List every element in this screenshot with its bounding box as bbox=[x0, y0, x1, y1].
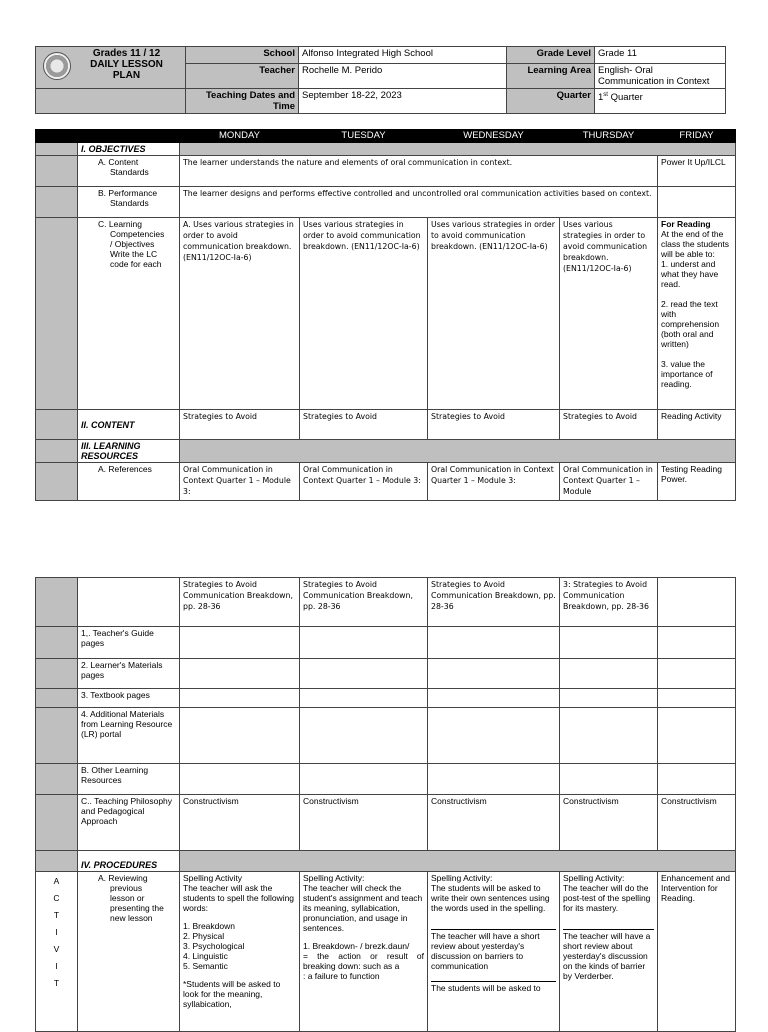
activities-letter: V bbox=[53, 944, 60, 954]
day-friday: FRIDAY bbox=[658, 130, 736, 143]
philosophy-monday: Constructivism bbox=[180, 795, 300, 851]
review-tuesday bbox=[300, 872, 428, 1032]
monday-word: 2. Physical bbox=[183, 931, 225, 941]
wednesday-activity-intro: The students will be asked to write their own sentences using the words used in the spelling. bbox=[431, 883, 550, 913]
content-heading: II. CONTENT bbox=[78, 410, 180, 440]
objectives-table bbox=[35, 129, 736, 501]
plan-title-line-1: Grades 11 / 12 bbox=[92, 48, 161, 59]
review-thursday bbox=[560, 872, 658, 1032]
title-block bbox=[36, 47, 186, 89]
ref-cont-monday: Strategies to Avoid Communication Breakdown, pp. 28-36 bbox=[180, 578, 300, 627]
quarter-text: Quarter bbox=[607, 92, 643, 104]
lc-label-1: Learning bbox=[108, 219, 142, 229]
teacher-value: Rochelle M. Perido bbox=[299, 64, 507, 89]
objectives-heading-fill bbox=[180, 143, 736, 156]
thursday-activity-title: Spelling Activity: bbox=[563, 873, 625, 883]
reviewing-line-4: presenting the bbox=[110, 903, 164, 913]
dates-label bbox=[186, 89, 299, 114]
teaching-philosophy-label: C.. Teaching Philosophy and Pedagogical Approach bbox=[78, 795, 180, 851]
activities-letter: T bbox=[53, 978, 60, 988]
lc-tuesday: Uses various strategies in order to avoid communication breakdown. (EN11/12OC-Ia-6) bbox=[300, 218, 428, 410]
lc-letter: C. bbox=[98, 219, 107, 229]
tuesday-definition-2: : a failure to function bbox=[303, 971, 380, 981]
content-thursday: Strategies to Avoid bbox=[560, 410, 658, 440]
monday-word: 1. Breakdown bbox=[183, 921, 235, 931]
content-friday: Reading Activity bbox=[658, 410, 736, 440]
content-monday: Strategies to Avoid bbox=[180, 410, 300, 440]
margin-cell bbox=[36, 156, 78, 187]
grade-level-value: Grade 11 bbox=[595, 47, 726, 64]
thursday-review: The teacher will have a short review about yesterday's discussion on the kinds of barrier by Verderber. bbox=[563, 929, 654, 981]
margin-cell bbox=[36, 143, 78, 156]
textbook-pages-label: 3. Textbook pages bbox=[78, 689, 180, 708]
margin-cell bbox=[36, 764, 78, 795]
lc-monday: A. Uses various strategies in order to avoid communication breakdown. (EN11/12OC-Ia-6) bbox=[180, 218, 300, 410]
day-header-row bbox=[36, 130, 736, 143]
margin-cell bbox=[36, 708, 78, 764]
content-standards-word-2: Standards bbox=[110, 167, 149, 177]
review-wednesday bbox=[428, 872, 560, 1032]
procedures-heading: IV. PROCEDURES bbox=[78, 851, 180, 872]
learning-area-line-2: Communication in Context bbox=[598, 76, 710, 87]
quarter-number: 1 bbox=[598, 92, 604, 104]
activities-letter: I bbox=[55, 927, 58, 937]
references-monday: Oral Communication in Context Quarter 1 – Module 3: bbox=[180, 463, 300, 501]
lc-friday-item-2: 2. read the text with comprehension (both oral and written) bbox=[661, 299, 720, 349]
lc-label-2: Competencies bbox=[110, 229, 165, 239]
activities-letter: A bbox=[53, 876, 60, 886]
tuesday-word: 1. Breakdown- / brezk.daun/ bbox=[303, 941, 410, 951]
lc-label-5: code for each bbox=[110, 259, 162, 269]
activities-letter: T bbox=[53, 910, 60, 920]
lc-wednesday: Uses various strategies in order to avoid communication breakdown. (EN11/12OC-Ia-6) bbox=[428, 218, 560, 410]
learning-area-value bbox=[595, 64, 726, 89]
dates-label-line-2: Time bbox=[272, 101, 295, 112]
performance-standards-letter: B. bbox=[98, 188, 107, 198]
margin-cell bbox=[36, 659, 78, 689]
margin-cell bbox=[36, 689, 78, 708]
lc-friday-item-1: 1. underst and what they have read. bbox=[661, 259, 719, 289]
reviewing-label bbox=[78, 872, 180, 1032]
content-tuesday: Strategies to Avoid bbox=[300, 410, 428, 440]
lc-friday-item-3: 3. value the importance of reading. bbox=[661, 359, 713, 389]
day-thursday: THURSDAY bbox=[560, 130, 658, 143]
lc-friday bbox=[658, 218, 736, 410]
reviewing-line-2: previous bbox=[110, 883, 143, 893]
margin-cell bbox=[36, 440, 78, 463]
activities-vertical-label bbox=[36, 872, 78, 1032]
day-tuesday: TUESDAY bbox=[300, 130, 428, 143]
plan-title-line-3: PLAN bbox=[112, 70, 141, 81]
margin-cell bbox=[36, 851, 78, 872]
ref-cont-thursday: 3: Strategies to Avoid Communication Breakdown, pp. 28-36 bbox=[560, 578, 658, 627]
wednesday-next: The students will be asked to bbox=[431, 981, 556, 993]
lc-thursday: Uses various strategies in order to avoid communication breakdown. (EN11/12OC-Ia-6) bbox=[560, 218, 658, 410]
references-wednesday: Oral Communication in Context Quarter 1 – Module 3: bbox=[428, 463, 560, 501]
monday-note: *Students will be asked to look for the meaning, syllabication, bbox=[183, 979, 281, 1009]
tuesday-definition: = the action or result of breaking down: such as a bbox=[303, 951, 424, 971]
lesson-plan-header bbox=[35, 46, 726, 114]
objectives-heading: I. OBJECTIVES bbox=[78, 143, 180, 156]
performance-standards-word-1: Performance bbox=[108, 188, 158, 198]
philosophy-wednesday: Constructivism bbox=[428, 795, 560, 851]
day-wednesday: WEDNESDAY bbox=[428, 130, 560, 143]
day-monday: MONDAY bbox=[180, 130, 300, 143]
school-value: Alfonso Integrated High School bbox=[299, 47, 507, 64]
margin-cell bbox=[36, 627, 78, 659]
margin-cell bbox=[36, 795, 78, 851]
lc-friday-intro: At the end of the class the students will be able to: bbox=[661, 229, 730, 259]
title-block-filler bbox=[36, 89, 186, 114]
content-wednesday: Strategies to Avoid bbox=[428, 410, 560, 440]
performance-standards-text: The learner designs and performs effective controlled and uncontrolled oral communication activities based on context. bbox=[180, 187, 658, 218]
review-monday bbox=[180, 872, 300, 1032]
performance-standards-word-2: Standards bbox=[110, 198, 149, 208]
performance-standards-label bbox=[78, 187, 180, 218]
quarter-value bbox=[595, 89, 726, 114]
margin-cell bbox=[36, 187, 78, 218]
lc-friday-title: For Reading bbox=[661, 219, 711, 229]
performance-standards-friday bbox=[658, 187, 736, 218]
lc-label-3: / Objectives bbox=[110, 239, 155, 249]
teachers-guide-label: 1,. Teacher's Guide pages bbox=[78, 627, 180, 659]
philosophy-friday: Constructivism bbox=[658, 795, 736, 851]
margin-cell bbox=[36, 578, 78, 627]
monday-activity-title: Spelling Activity bbox=[183, 873, 243, 883]
learning-competencies-label bbox=[78, 218, 180, 410]
dates-value: September 18-22, 2023 bbox=[299, 89, 507, 114]
ref-cont-friday bbox=[658, 578, 736, 627]
activities-letter: I bbox=[55, 961, 58, 971]
references-thursday: Oral Communication in Context Quarter 1 – Module bbox=[560, 463, 658, 501]
learners-materials-label: 2. Learner's Materials pages bbox=[78, 659, 180, 689]
learning-area-line-1: English- Oral bbox=[598, 65, 653, 76]
monday-word: 4. Linguistic bbox=[183, 951, 228, 961]
lc-label-4: Write the LC bbox=[110, 249, 158, 259]
margin-cell bbox=[36, 463, 78, 501]
wednesday-review: The teacher will have a short review about yesterday's discussion on barriers to communication bbox=[431, 929, 556, 971]
references-label bbox=[78, 463, 180, 501]
learning-resources-heading: III. LEARNING RESOURCES bbox=[78, 440, 180, 463]
quarter-suffix: st bbox=[603, 92, 608, 98]
philosophy-tuesday: Constructivism bbox=[300, 795, 428, 851]
blank-label bbox=[78, 578, 180, 627]
margin-cell bbox=[36, 410, 78, 440]
learning-resources-fill bbox=[180, 440, 736, 463]
additional-materials-label: 4. Additional Materials from Learning Resource (LR) portal bbox=[78, 708, 180, 764]
references-friday: Testing Reading Power. bbox=[658, 463, 736, 501]
deped-seal-icon bbox=[43, 52, 71, 80]
reviewing-line-3: lesson or bbox=[110, 893, 145, 903]
dates-label-line-1: Teaching Dates and bbox=[205, 90, 295, 101]
activities-letter: C bbox=[53, 893, 60, 903]
tuesday-activity-intro: The teacher will check the student's assignment and teach its meaning, syllabication, pronunciation, and usage in sentences. bbox=[303, 883, 423, 933]
reviewing-letter: A. bbox=[98, 873, 107, 883]
references-letter: A. bbox=[98, 464, 107, 474]
philosophy-thursday: Constructivism bbox=[560, 795, 658, 851]
monday-activity-intro: The teacher will ask the students to spell the following words: bbox=[183, 883, 295, 913]
content-standards-letter: A. bbox=[98, 157, 107, 167]
resources-procedures-table bbox=[35, 577, 736, 1032]
content-standards-text: The learner understands the nature and elements of oral communication in context. bbox=[180, 156, 658, 187]
thursday-activity-intro: The teacher will do the post-test of the spelling for its mastery. bbox=[563, 883, 651, 913]
quarter-label: Quarter bbox=[507, 89, 595, 114]
reviewing-line-5: new lesson bbox=[110, 913, 153, 923]
tuesday-activity-title: Spelling Activity: bbox=[303, 873, 365, 883]
monday-word: 5. Semantic bbox=[183, 961, 228, 971]
ref-cont-tuesday: Strategies to Avoid Communication Breakdown, pp. 28-36 bbox=[300, 578, 428, 627]
learning-area-label: Learning Area bbox=[507, 64, 595, 89]
teacher-label: Teacher bbox=[186, 64, 299, 89]
content-standards-friday: Power It Up/ILCL bbox=[658, 156, 736, 187]
content-standards-word-1: Content bbox=[108, 157, 139, 167]
procedures-fill bbox=[180, 851, 736, 872]
wednesday-activity-title: Spelling Activity: bbox=[431, 873, 493, 883]
monday-word: 3. Psychological bbox=[183, 941, 245, 951]
content-standards-label bbox=[78, 156, 180, 187]
references-tuesday: Oral Communication in Context Quarter 1 – Module 3: bbox=[300, 463, 428, 501]
review-friday: Enhancement and Intervention for Reading. bbox=[658, 872, 736, 1032]
margin-cell bbox=[36, 218, 78, 410]
references-word: References bbox=[108, 464, 152, 474]
reviewing-line-1: Reviewing bbox=[108, 873, 148, 883]
grade-level-label: Grade Level bbox=[507, 47, 595, 64]
other-resources-label: B. Other Learning Resources bbox=[78, 764, 180, 795]
day-header-blank bbox=[36, 130, 180, 143]
school-label: School bbox=[186, 47, 299, 64]
plan-title-line-2: DAILY LESSON bbox=[90, 59, 163, 70]
ref-cont-wednesday: Strategies to Avoid Communication Breakdown, pp. 28-36 bbox=[428, 578, 560, 627]
